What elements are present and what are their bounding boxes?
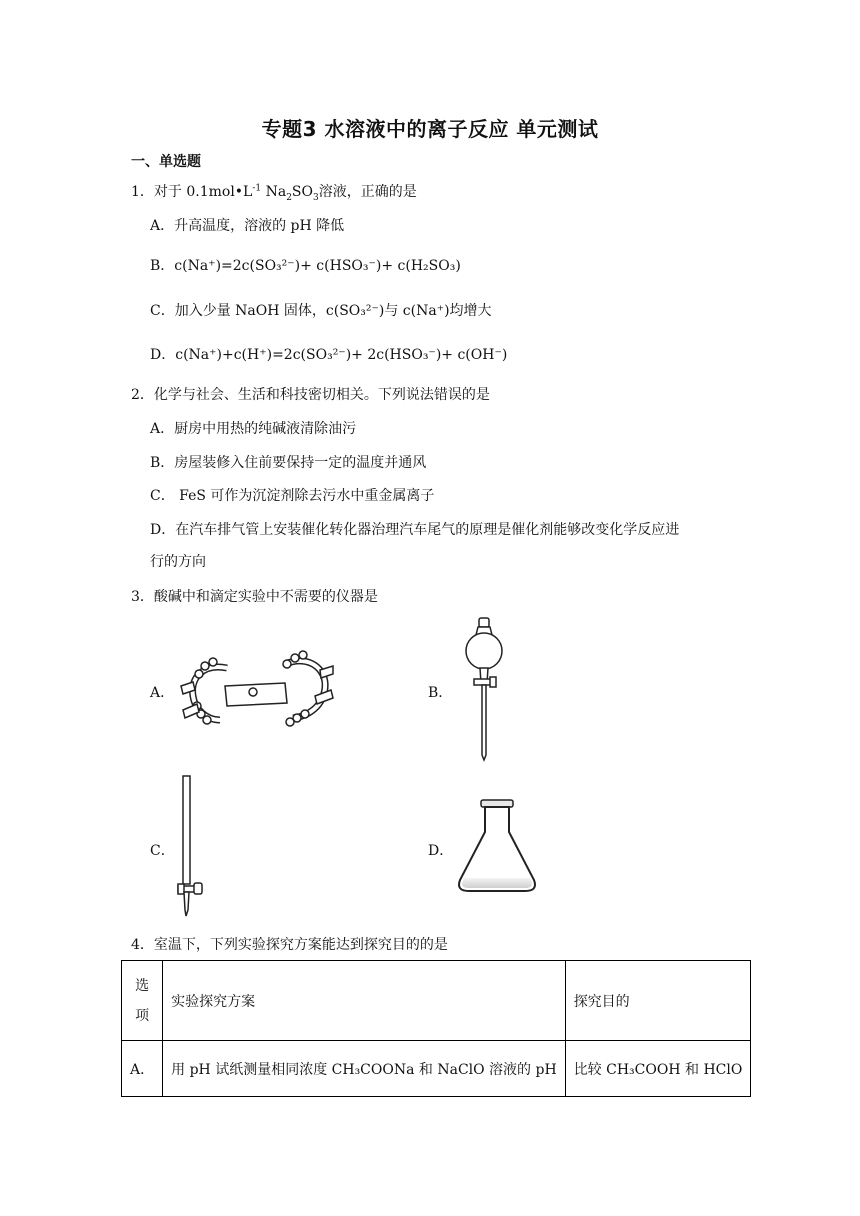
q1-option-d: D．c(Na⁺)+c(H⁺)=2c(SO₃²⁻)+ 2c(HSO₃⁻)+ c(OH⁻): [150, 347, 508, 363]
q1-stem-suffix: 溶液，正确的是: [318, 184, 417, 200]
question-3-stem: 3．酸碱中和滴定实验中不需要的仪器是: [131, 589, 378, 605]
experiment-table: [121, 960, 751, 1097]
table-cell-option: A．: [122, 1041, 163, 1097]
q1-superscript: -1: [252, 183, 262, 194]
question-1-stem: [131, 181, 417, 203]
question-4-stem: 4．室温下，下列实验探究方案能达到探究目的的是: [131, 937, 448, 953]
q1-option-a: A．升高温度，溶液的 pH 降低: [150, 218, 345, 234]
table-cell-plan: 用 pH 试纸测量相同浓度 CH₃COONa 和 NaClO 溶液的 pH: [163, 1041, 566, 1097]
q2-option-b: B．房屋装修入住前要保持一定的温度并通风: [150, 455, 427, 471]
q2-option-a: A．厨房中用热的纯碱液清除油污: [150, 421, 357, 437]
table-header-plan: 实验探究方案: [163, 961, 566, 1041]
burette-image: [170, 774, 210, 920]
table-header-option: [122, 961, 163, 1041]
q2-option-c: C． FeS 可作为沉淀剂除去污水中重金属离子: [150, 488, 435, 504]
header-option-text: 选 项: [135, 977, 150, 1024]
separatory-funnel-image: [460, 615, 510, 765]
burette-clamp-image: [175, 648, 335, 734]
section-heading: 一、单选题: [131, 154, 201, 170]
q2-option-d-line2: 行的方向: [150, 554, 206, 570]
q3-option-b-label: B．: [428, 685, 453, 701]
q1-option-b: B．c(Na⁺)=2c(SO₃²⁻)+ c(HSO₃⁻)+ c(H₂SO₃): [150, 258, 461, 274]
q3-option-a-label: A．: [150, 685, 175, 701]
q1-stem-mid: Na: [261, 184, 287, 200]
q1-subscript-2: 3: [313, 192, 319, 203]
q1-option-c: C．加入少量 NaOH 固体，c(SO₃²⁻)与 c(Na⁺)均增大: [150, 303, 492, 319]
erlenmeyer-flask-image: [455, 798, 539, 894]
table-header-purpose: 探究目的: [565, 961, 751, 1041]
table-row: [122, 1041, 751, 1097]
q1-subscript-1: 2: [286, 192, 292, 203]
page-title: 专题3 水溶液中的离子反应 单元测试: [261, 117, 599, 141]
q1-stem-text: 1．对于 0.1mol•L: [131, 184, 253, 200]
q3-option-d-label: D．: [428, 843, 454, 859]
question-2-stem: 2．化学与社会、生活和科技密切相关。下列说法错误的是: [131, 387, 490, 403]
q1-stem-so: SO: [291, 184, 313, 200]
table-cell-purpose: 比较 CH₃COOH 和 HClO: [565, 1041, 751, 1097]
q2-option-d-line1: D．在汽车排气管上安装催化转化器治理汽车尾气的原理是催化剂能够改变化学反应进: [150, 522, 680, 538]
q3-option-c-label: C．: [150, 843, 175, 859]
table-header-row: [122, 961, 751, 1041]
